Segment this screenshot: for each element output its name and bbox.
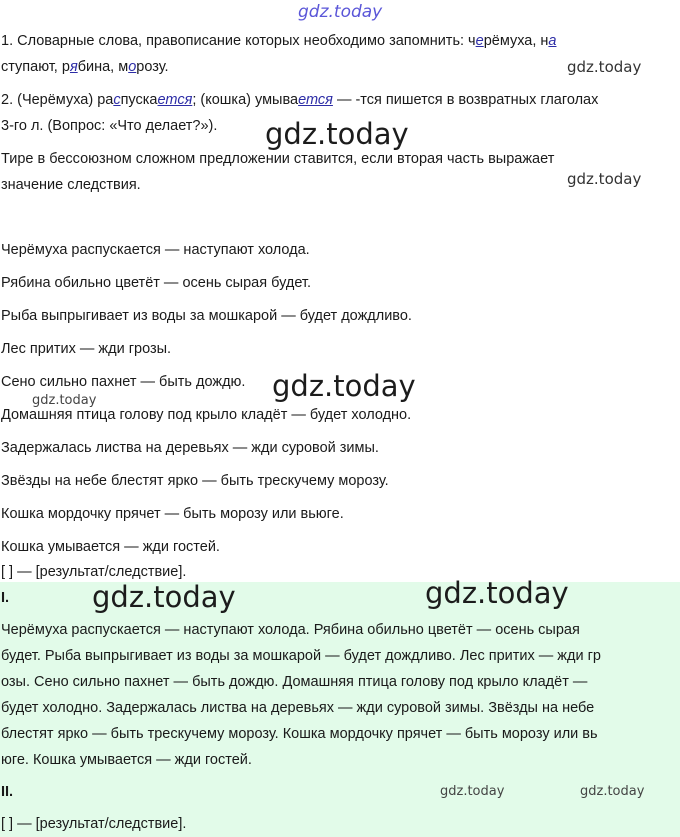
- sentence: Сено сильно пахнет — быть дождю.: [1, 374, 246, 390]
- sentence: Рыба выпрыгивает из воды за мошкарой — будет дождливо.: [1, 308, 412, 324]
- section-1-line: блестят ярко — быть трескучему морозу. Кошка мордочку прячет — быть морозу или вь: [1, 726, 598, 742]
- section-1-line: озы. Сено сильно пахнет — быть дождю. Домашняя птица голову под крыло кладёт —: [1, 674, 588, 690]
- paragraph-1-line-1: 1. Словарные слова, правописание которых необходимо запомнить: черёмуха, на: [1, 33, 557, 49]
- sentence: Задержалась листва на деревьях — жди суровой зимы.: [1, 440, 379, 456]
- section-1-line: юге. Кошка умывается — жди гостей.: [1, 752, 252, 768]
- section-1-line: Черёмуха распускается — наступают холода. Рябина обильно цветёт — осень сырая: [1, 622, 580, 638]
- watermark-top: gdz.today: [298, 2, 383, 22]
- section-1-line: будет. Рыба выпрыгивает из воды за мошкарой — будет дождливо. Лес притих — жди гр: [1, 648, 601, 664]
- paragraph-3-line-1: Тире в бессоюзном сложном предложении ставится, если вторая часть выражает: [1, 151, 555, 167]
- section-2-label: II.: [1, 784, 14, 800]
- paragraph-3-line-2: значение следствия.: [1, 177, 141, 193]
- watermark-small: gdz.today: [440, 784, 505, 799]
- section-1-label: I.: [1, 590, 10, 606]
- section-2-scheme: [ ] — [результат/следствие].: [1, 816, 187, 832]
- paragraph-2-line-1: 2. (Черёмуха) распускается; (кошка) умывается — -тся пишется в возвратных глаголах: [1, 92, 599, 108]
- watermark: gdz.today: [567, 58, 642, 76]
- watermark: gdz.today: [567, 170, 642, 188]
- scheme: [ ] — [результат/следствие].: [1, 564, 187, 580]
- watermark-large: gdz.today: [425, 576, 569, 610]
- sentence: Домашняя птица голову под крыло кладёт — будет холодно.: [1, 407, 412, 423]
- watermark-large: gdz.today: [272, 369, 416, 403]
- sentence: Лес притих — жди грозы.: [1, 341, 172, 357]
- watermark-large: gdz.today: [92, 580, 236, 614]
- sentence: Звёзды на небе блестят ярко — быть трескучему морозу.: [1, 473, 389, 489]
- watermark-small: gdz.today: [32, 393, 97, 408]
- watermark-small: gdz.today: [580, 784, 645, 799]
- paragraph-2-line-2: 3-го л. (Вопрос: «Что делает?»).: [1, 118, 218, 134]
- section-1-line: будет холодно. Задержалась листва на деревьях — жди суровой зимы. Звёзды на небе: [1, 700, 595, 716]
- sentence: Рябина обильно цветёт — осень сырая будет.: [1, 275, 311, 291]
- sentence: Кошка умывается — жди гостей.: [1, 539, 220, 555]
- sentence: Черёмуха распускается — наступают холода.: [1, 242, 310, 258]
- paragraph-1-line-2: ступают, рябина, морозу.: [1, 59, 169, 75]
- watermark-large: gdz.today: [265, 117, 409, 151]
- sentence: Кошка мордочку прячет — быть морозу или вьюге.: [1, 506, 344, 522]
- answer-block: [0, 576, 680, 837]
